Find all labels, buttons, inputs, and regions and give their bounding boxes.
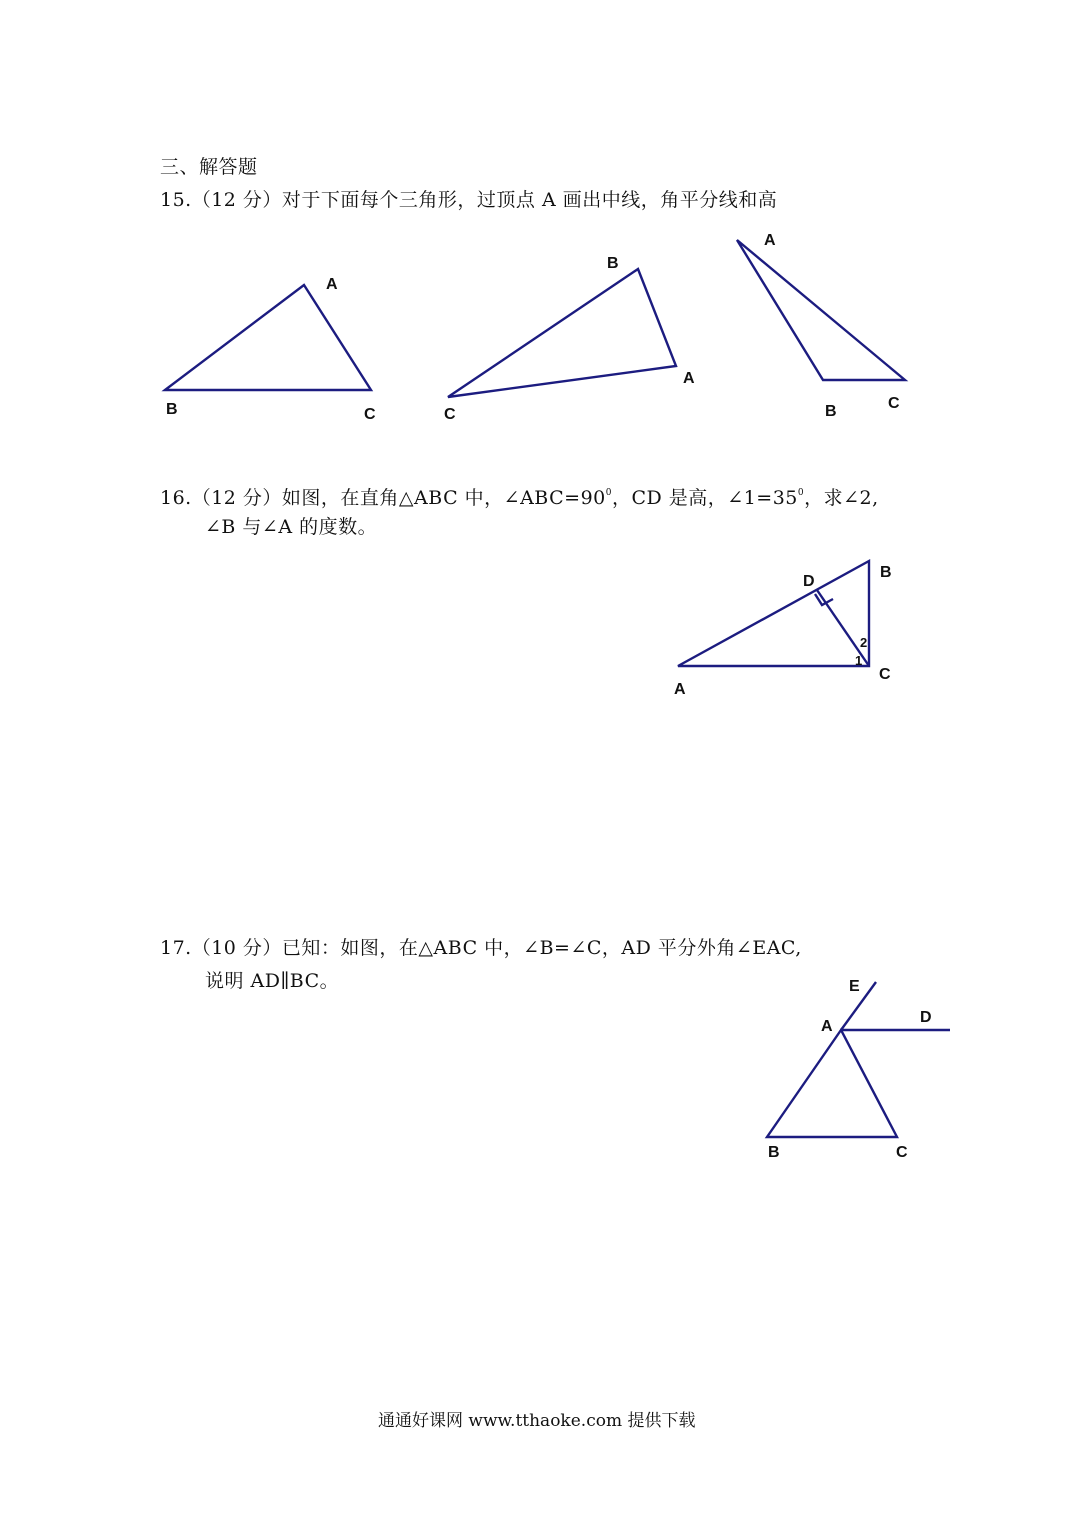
q16-label-c: C: [879, 666, 891, 683]
triangle-3-label-b: B: [825, 403, 837, 420]
question-16-line2: ∠B 与∠A 的度数。: [205, 516, 378, 538]
q16-angle-2: 2: [860, 635, 868, 650]
q17-label-c: C: [896, 1144, 908, 1161]
q15-triangle-1: [165, 276, 376, 423]
triangle-3-outline: [737, 240, 905, 380]
question-17-line1: 17.（10 分）已知：如图，在△ABC 中，∠B=∠C，AD 平分外角∠EAC,: [160, 937, 802, 959]
question-16-part1: 16.（12 分）如图，在直角△ABC 中，∠ABC=90: [160, 487, 606, 509]
triangle-1-label-a: A: [326, 276, 338, 293]
q17-triangle: [767, 978, 950, 1161]
right-triangle-outline: [678, 561, 869, 666]
question-17-line2: 说明 AD∥BC。: [205, 970, 340, 992]
question-16-part2: ，CD 是高，∠1=35: [611, 487, 798, 509]
q16-label-b: B: [880, 564, 892, 581]
q16-angle-1: 1: [855, 653, 863, 668]
section-title: 三、解答题: [160, 156, 258, 178]
triangle-1-label-b: B: [166, 401, 178, 418]
triangle-3-label-a: A: [764, 232, 776, 249]
degree-sup-2: 0: [797, 488, 805, 498]
question-16-part3: ，求∠2,: [804, 487, 879, 509]
triangle-2-label-c: C: [444, 406, 456, 423]
q15-triangle-2: [444, 255, 695, 423]
q16-right-triangle: [674, 561, 892, 698]
degree-sup-1: 0: [605, 488, 612, 498]
q16-label-d: D: [803, 573, 815, 590]
q17-label-e: E: [849, 978, 860, 995]
q16-label-a: A: [674, 681, 686, 698]
q17-label-a: A: [821, 1018, 833, 1035]
triangle-2-label-a: A: [683, 370, 695, 387]
triangle-1-outline: [165, 285, 371, 390]
triangle-2-outline: [448, 269, 676, 397]
question-15-text: 15.（12 分）对于下面每个三角形，过顶点 A 画出中线，角平分线和高: [160, 189, 778, 211]
triangle-3-label-c: C: [888, 395, 900, 412]
q15-triangle-3: [737, 232, 905, 420]
triangle-1-label-c: C: [364, 406, 376, 423]
triangle-2-label-b: B: [607, 255, 619, 272]
footer-text: 通通好课网 www.tthaoke.com 提供下载: [378, 1411, 696, 1431]
q17-label-d: D: [920, 1009, 932, 1026]
triangle-abc-outline: [767, 1030, 897, 1137]
q17-label-b: B: [768, 1144, 780, 1161]
